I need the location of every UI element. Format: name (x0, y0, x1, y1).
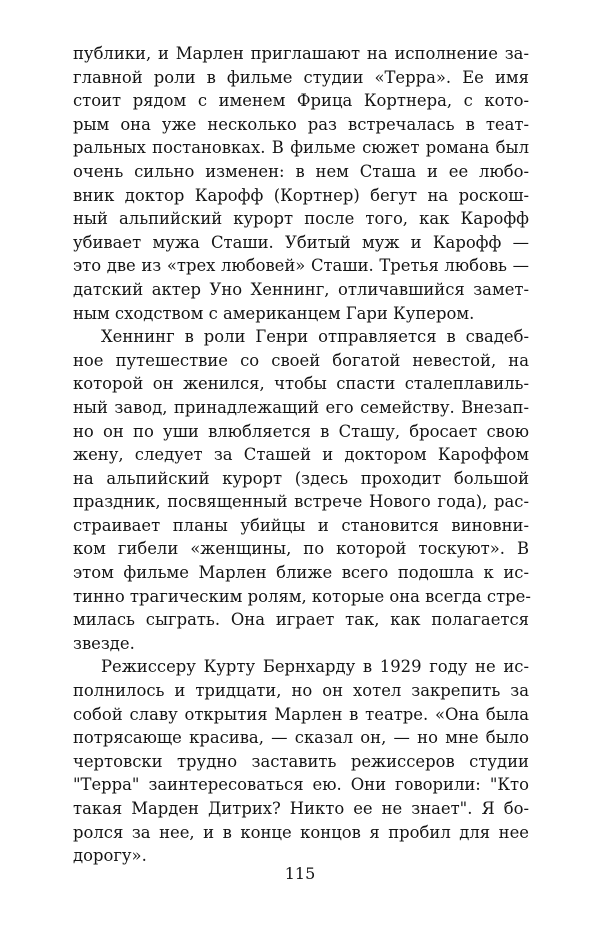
text-line: потрясающе красива, — сказал он, — но мне было (73, 728, 529, 748)
text-line: "Терра" заинтересоваться ею. Они говорили: "Кто (73, 775, 529, 795)
text-line: на альпийский курорт (здесь проходит большой (73, 468, 529, 488)
text-line: Хеннинг в роли Генри отправляется в свадеб- (101, 327, 529, 347)
text-line: ный альпийский курорт после того, как Карофф (73, 209, 529, 229)
text-line: которой он женился, чтобы спасти сталеплавиль- (73, 374, 529, 394)
text-line: датский актер Уно Хеннинг, отличавшийся замет- (73, 279, 529, 299)
text-line: чертовски трудно заставить режиссеров студии (73, 751, 529, 771)
text-line: публики, и Марлен приглашают на исполнение за- (73, 44, 529, 63)
text-line: ным сходством с американцем Гари Купером. (73, 303, 475, 323)
text-line: главной роли в фильме студии «Терра». Ее имя (73, 67, 529, 87)
text-line: этом фильме Марлен ближе всего подошла к ис- (73, 563, 529, 583)
text-line: жену, следует за Сташей и доктором Кароффом (73, 445, 529, 465)
book-page-text (73, 42, 529, 868)
text-line: очень сильно изменен: в нем Сташа и ее любо- (73, 161, 529, 181)
text-line: ное путешествие со своей богатой невестой, на (73, 350, 529, 370)
text-line: такая Марден Дитрих? Никто ее не знает". Я бо- (73, 799, 529, 818)
text-line: праздник, посвященный встрече Нового года), рас- (73, 492, 529, 512)
text-line: но он по уши влюбляется в Сташу, бросает свою (73, 421, 529, 441)
page-number: 115 (284, 864, 316, 883)
text-line: полнилось и тридцати, но он хотел закрепить за (73, 681, 529, 701)
text-line: ком гибели «женщины, по которой тоскуют». В (73, 539, 529, 559)
text-line: звезде. (73, 633, 135, 653)
text-line: страивает планы убийцы и становится виновни- (73, 515, 529, 535)
text-line: ный завод, принадлежащий его семейству. Внезап- (73, 397, 529, 417)
paragraph-2 (73, 325, 529, 655)
text-line: тинно трагическим ролям, которые она всегда стре- (73, 586, 531, 606)
text-line: вник доктор Карофф (Кортнер) бегут на роскош- (73, 185, 529, 205)
text-line: это две из «трех любовей» Сташи. Третья любовь — (73, 256, 529, 276)
paragraph-1 (73, 42, 529, 325)
text-line: милась сыграть. Она играет так, как полагается (73, 610, 529, 630)
text-line: ральных постановках. В фильме сюжет романа был (73, 138, 529, 158)
text-line: рым она уже несколько раз встречалась в теат- (73, 114, 529, 134)
text-line: дорогу». (73, 846, 147, 866)
text-line: убивает мужа Сташи. Убитый муж и Карофф — (73, 232, 529, 252)
paragraph-3 (73, 655, 529, 867)
text-line: ролся за нее, и в конце концов я пробил для нее (73, 822, 529, 842)
text-line: стоит рядом с именем Фрица Кортнера, с кото- (73, 91, 529, 111)
text-line: собой славу открытия Марлен в театре. «Она была (73, 704, 529, 724)
text-line: Режиссеру Курту Бернхарду в 1929 году не ис- (101, 657, 529, 677)
